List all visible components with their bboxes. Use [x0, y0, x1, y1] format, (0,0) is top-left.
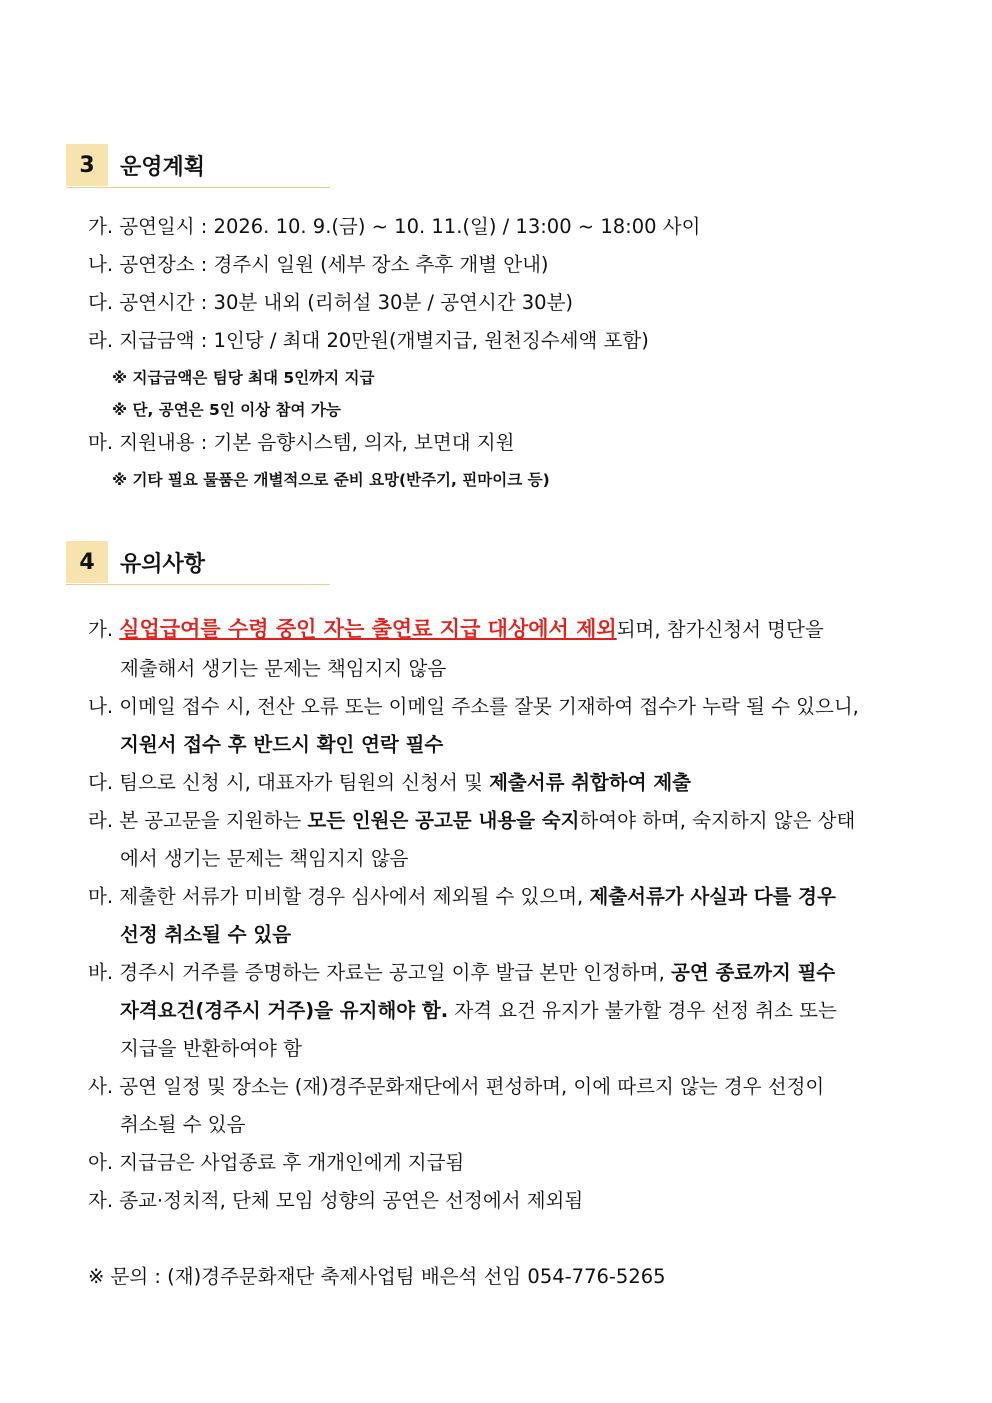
- notice-item-da: [88, 764, 691, 802]
- plan-item-venue: 나. 공연장소 : 경주시 일원 (세부 장소 추후 개별 안내): [88, 253, 549, 276]
- item-text: 자격 요건 유지가 불가할 경우 선정 취소 또는: [448, 999, 837, 1022]
- item-text: 라. 본 공고문을 지원하는: [88, 809, 308, 832]
- notice-item-ra-cont: 에서 생기는 문제는 책임지지 않음: [120, 847, 409, 870]
- notice-item-na-cont: 지원서 접수 후 반드시 확인 연락 필수: [120, 733, 444, 756]
- section-4-heading: [66, 541, 205, 583]
- item-text: 마. 제출한 서류가 미비할 경우 심사에서 제외될 수 있으며,: [88, 885, 590, 908]
- contact-info: ※ 문의 : (재)경주문화재단 축제사업팀 배은석 선임 054-776-5265: [88, 1265, 666, 1288]
- support-note: ※ 기타 필요 물품은 개별적으로 준비 요망(반주기, 핀마이크 등): [112, 471, 550, 489]
- section-3-heading: [66, 144, 205, 186]
- item-emphasis: 공연 종료까지 필수: [670, 961, 836, 984]
- item-text: 다. 팀으로 신청 시, 대표자가 팀원의 신청서 및: [88, 771, 490, 794]
- item-text: 되며, 참가신청서 명단을: [616, 618, 824, 641]
- notice-item-ba-cont: [120, 992, 837, 1030]
- warning-highlight: 실업급여를 수령 중인 자는 출연료 지급 대상에서 제외: [119, 617, 617, 641]
- plan-item-payment: 라. 지급금액 : 1인당 / 최대 20만원(개별지급, 원천징수세액 포함): [88, 329, 649, 352]
- heading-underline: [66, 584, 330, 585]
- notice-item-sa-cont: 취소될 수 있음: [120, 1113, 246, 1136]
- notice-item-ra: [88, 802, 855, 840]
- section-number-badge: 4: [66, 541, 108, 583]
- section-title: 유의사항: [120, 551, 206, 577]
- notice-item-na: 나. 이메일 접수 시, 전산 오류 또는 이메일 주소를 잘못 기재하여 접수가 누락 될 수 있으니,: [88, 695, 859, 718]
- notice-item-ma-cont: 선정 취소될 수 있음: [120, 923, 292, 946]
- notice-item-ga: [88, 610, 824, 649]
- notice-item-ja: 자. 종교·정치적, 단체 모임 성향의 공연은 선정에서 제외됨: [88, 1189, 584, 1212]
- plan-item-support: 마. 지원내용 : 기본 음향시스템, 의자, 보면대 지원: [88, 431, 515, 454]
- plan-item-date: 가. 공연일시 : 2026. 10. 9.(금) ~ 10. 11.(일) / 13:00 ~ 18:00 사이: [88, 215, 701, 238]
- item-emphasis: 제출서류 취합하여 제출: [489, 771, 692, 794]
- plan-item-duration: 다. 공연시간 : 30분 내외 (리허설 30분 / 공연시간 30분): [88, 291, 574, 314]
- payment-note-1: ※ 지급금액은 팀당 최대 5인까지 지급: [112, 369, 375, 387]
- payment-note-2: ※ 단, 공연은 5인 이상 참여 가능: [112, 401, 341, 419]
- heading-underline: [66, 187, 330, 188]
- section-title: 운영계획: [120, 154, 206, 180]
- item-emphasis: 자격요건(경주시 거주)을 유지해야 함.: [120, 999, 449, 1022]
- notice-item-ba-cont2: 지급을 반환하여야 함: [120, 1037, 302, 1060]
- item-text: 가.: [88, 618, 120, 641]
- item-emphasis: 모든 인원은 공고문 내용을 숙지: [307, 809, 580, 832]
- notice-item-ma: [88, 878, 836, 916]
- section-number-badge: 3: [66, 144, 108, 186]
- notice-item-ba: [88, 954, 835, 992]
- notice-item-sa: 사. 공연 일정 및 장소는 (재)경주문화재단에서 편성하며, 이에 따르지 않는 경우 선정이: [88, 1075, 825, 1098]
- item-emphasis: 제출서류가 사실과 다를 경우: [589, 885, 836, 908]
- notice-item-a: 아. 지급금은 사업종료 후 개개인에게 지급됨: [88, 1151, 465, 1174]
- item-text: 하여야 하며, 숙지하지 않은 상태: [579, 809, 856, 832]
- item-text: 바. 경주시 거주를 증명하는 자료는 공고일 이후 발급 본만 인정하며,: [88, 961, 671, 984]
- notice-item-ga-cont: 제출해서 생기는 문제는 책임지지 않음: [120, 657, 447, 680]
